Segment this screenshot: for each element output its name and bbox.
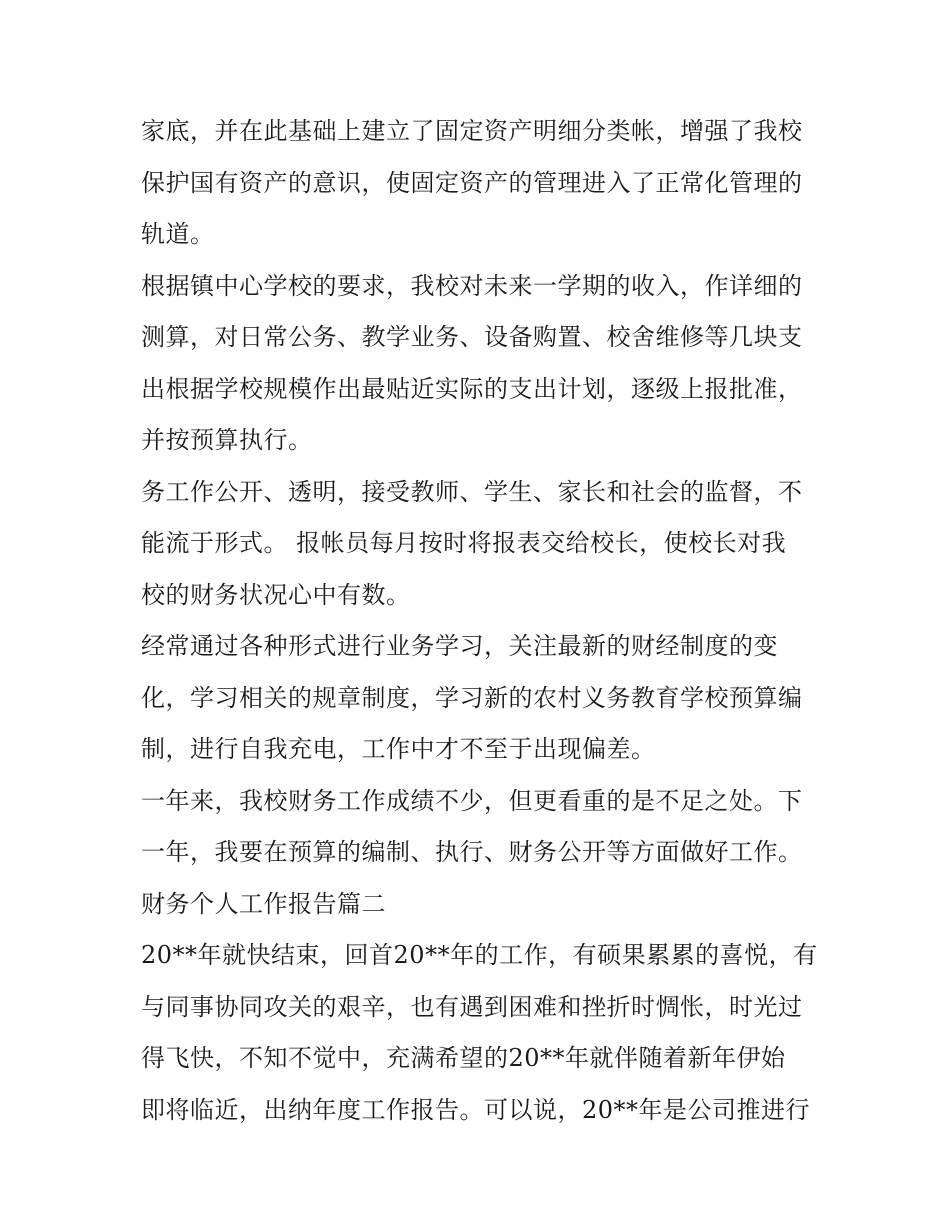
text-line: 得飞快，不知不觉中，充满希望的20**年就伴随着新年伊始 [141, 1044, 786, 1072]
text-line: 一年来，我校财务工作成绩不少，但更看重的是不足之处。下 [141, 786, 803, 815]
text-line: 轨道。 [141, 220, 215, 248]
section-heading: 财务个人工作报告篇二 [141, 889, 386, 918]
text-line: 即将临近，出纳年度工作报告。可以说，20**年是公司推进行 [141, 1095, 811, 1124]
text-line: 并按预算执行。 [141, 426, 313, 454]
text-line: 化，学习相关的规章制度，学习新的农村义务教育学校预算编 [141, 683, 803, 712]
text-line: 一年，我要在预算的编制、执行、财务公开等方面做好工作。 [141, 838, 803, 866]
text-line: 20**年就快结束，回首20**年的工作，有硕果累累的喜悦，有 [141, 941, 818, 969]
text-line: 能流于形式。 报帐员每月按时将报表交给校长，使校长对我 [141, 529, 787, 557]
text-line: 务工作公开、透明，接受教师、学生、家长和社会的监督，不 [141, 477, 803, 506]
text-line: 出根据学校规模作出最贴近实际的支出计划，逐级上报批准， [141, 374, 803, 403]
text-line: 保护国有资产的意识，使固定资产的管理进入了正常化管理的 [141, 168, 803, 197]
document-body [141, 106, 821, 1136]
text-line: 家底，并在此基础上建立了固定资产明细分类帐，增强了我校 [141, 117, 803, 145]
text-line: 根据镇中心学校的要求，我校对未来一学期的收入，作详细的 [141, 271, 803, 300]
text-line: 经常通过各种形式进行业务学习，关注最新的财经制度的变 [141, 632, 778, 660]
text-line: 校的财务状况心中有数。 [141, 580, 411, 609]
text-line: 制，进行自我充电，工作中才不至于出现偏差。 [141, 735, 656, 763]
text-line: 测算，对日常公务、教学业务、设备购置、校舍维修等几块支 [141, 323, 803, 351]
text-line: 与同事协同攻关的艰辛，也有遇到困难和挫折时惆怅，时光过 [141, 992, 803, 1021]
